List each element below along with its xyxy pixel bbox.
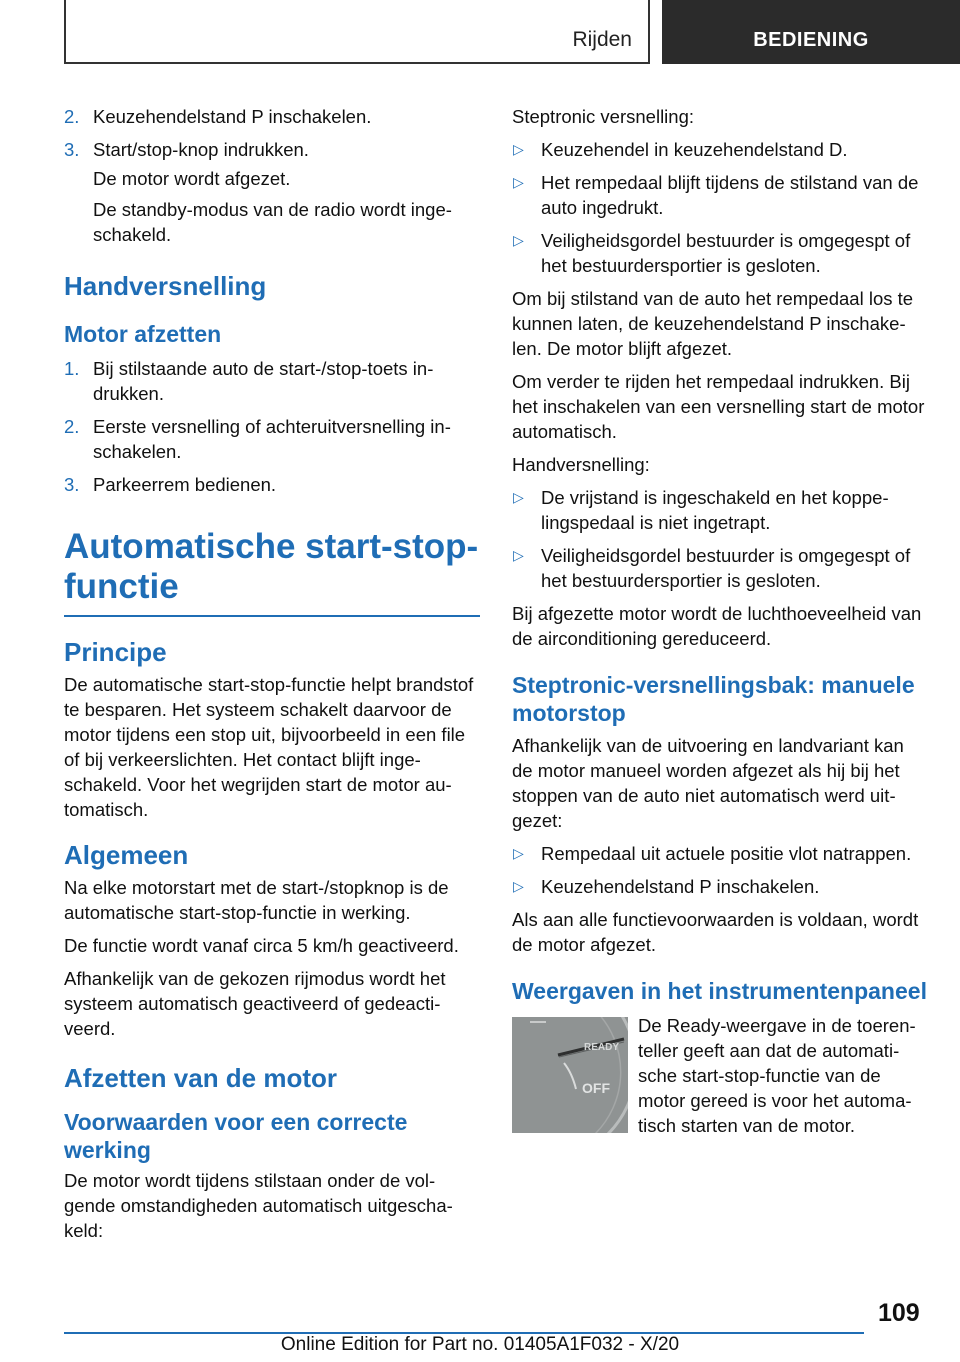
tachometer-ready-label: READY [584,1042,620,1053]
list-item-text: De vrijstand is ingeschakeld en het koppelingspedaal is niet ingetrapt. [541,487,889,533]
list-item [512,137,928,162]
paragraph: Om verder te rijden het rempedaal indrukken. Bij het inschakelen van een versnelling start de motor automatisch. [512,371,925,442]
list-item-text: Veiligheidsgordel bestuurder is omgegespt of het bestuurdersportier is gesloten. [541,545,911,591]
list-item [512,228,928,278]
header-chapter-title: BEDIENING [753,29,869,51]
chapter-title-automatische-start-stop: Automatische start-stop-functie [64,527,480,617]
edition-footer: Online Edition for Part no. 01405A1F032 - X/20 [280,1334,680,1355]
triangle-bullet-icon: ▷ [513,141,524,157]
list-item [512,874,928,899]
step-text: Eerste versnelling of achteruitversnelling inschakelen. [93,416,451,462]
algemeen-paragraph: Na elke motorstart met de start-/stopknop is de automatische start-stop-functie in werking. [64,877,449,923]
hand-conditions [512,485,928,593]
heading-steptronic-bak: Steptronic-versnellingsbak: manuele motorstop [512,672,915,726]
header-section-box [64,0,650,64]
heading-voorwaarden: Voorwaarden voor een correcte werking [64,1109,408,1163]
triangle-bullet-icon: ▷ [513,489,524,505]
triangle-bullet-icon: ▷ [513,232,524,248]
right-column [512,104,928,1136]
heading-principe: Principe [64,637,167,667]
heading-afzetten-van-de-motor: Afzetten van de motor [64,1063,338,1093]
start-stop-steps [64,104,480,162]
step-text: Start/stop-knop indrukken. [93,139,309,160]
paragraph: Als aan alle functievoorwaarden is voldaan, wordt de motor afgezet. [512,909,919,955]
hand-steps [64,356,480,497]
list-item [64,137,480,162]
heading-algemeen: Algemeen [64,840,189,870]
figure-row [512,1013,928,1136]
algemeen-paragraph: De functie wordt vanaf circa 5 km/h geactiveerd. [64,935,459,956]
step-note: De standby-modus van de radio wordt ingeschakeld. [93,199,452,245]
list-item [64,104,480,129]
list-item [64,414,480,464]
list-item [512,841,928,866]
triangle-bullet-icon: ▷ [513,174,524,190]
tachometer-off-label: OFF [582,1080,610,1096]
list-item [512,543,928,593]
step-number: 2. [64,106,80,127]
step-number: 2. [64,416,80,437]
paragraph: Afhankelijk van de uitvoering en landvariant kan de motor manueel worden afgezet als hij bij het stoppen van de auto niet automatisch werd uitgezet: [512,735,904,831]
hand-label: Handversnelling: [512,454,650,475]
list-item-text: Keuzehendelstand P inschakelen. [541,876,820,897]
list-item [64,356,480,406]
page-number: 109 [878,1299,920,1327]
steptronic-conditions [512,137,928,278]
step-text: Parkeerrem bedienen. [93,474,277,495]
list-item [64,472,480,497]
triangle-bullet-icon: ▷ [513,845,524,861]
step-number: 3. [64,474,80,495]
manual-stop-steps [512,841,928,899]
heading-weergaven: Weergaven in het instrumentenpaneel [512,978,927,1004]
step-text: Bij stilstaande auto de start-/stop-toets indrukken. [93,358,434,404]
principe-paragraph: De automatische start-stop-functie helpt brandstof te besparen. Het systeem schakelt daarvoor de motor tijdens een stop uit, bijvoorbeeld in een file of bij verkeerslichten. Het contact blijft ingeschakeld. Voor het wegrijden start de motor automatisch. [64,674,474,820]
list-item-text: Het rempedaal blijft tijdens de stilstand van de auto ingedrukt. [541,172,919,218]
tachometer-ready-image [512,1017,628,1133]
heading-handversnelling: Handversnelling [64,271,267,301]
left-column [64,104,480,1251]
algemeen-paragraph: Afhankelijk van de gekozen rijmodus wordt het systeem automatisch geactiveerd of gedeactiveerd. [64,968,446,1039]
list-item-text: Rempedaal uit actuele positie vlot natrappen. [541,843,912,864]
step-number: 1. [64,358,80,379]
paragraph: Bij afgezette motor wordt de luchthoeveelheid van de airconditioning gereduceerd. [512,603,922,649]
step-note: De motor wordt afgezet. [93,168,291,189]
header-section-title: Rijden [572,28,632,51]
step-text: Keuzehendelstand P inschakelen. [93,106,372,127]
header-chapter-tab [662,0,960,64]
list-item-text: Veiligheidsgordel bestuurder is omgegespt of het bestuurdersportier is gesloten. [541,230,911,276]
list-item [512,485,928,535]
heading-motor-afzetten: Motor afzetten [64,321,222,347]
voorwaarden-paragraph: De motor wordt tijdens stilstaan onder de volgende omstandigheden automatisch uitgeschakeld: [64,1170,453,1241]
tachometer-icon [512,1017,628,1133]
list-item-text: Keuzehendel in keuzehendelstand D. [541,139,848,160]
paragraph: Om bij stilstand van de auto het rempedaal los te kunnen laten, de keuzehendelstand P inschakelen. De motor blijft afgezet. [512,288,914,359]
step-number: 3. [64,139,80,160]
triangle-bullet-icon: ▷ [513,547,524,563]
triangle-bullet-icon: ▷ [513,878,524,894]
list-item [512,170,928,220]
steptronic-label: Steptronic versnelling: [512,106,695,127]
figure-caption: De Ready-weergave in de toerenteller geeft aan dat de automatische start-stop-functie van de motor gereed is voor het automatisch starten van de motor. [638,1015,916,1136]
